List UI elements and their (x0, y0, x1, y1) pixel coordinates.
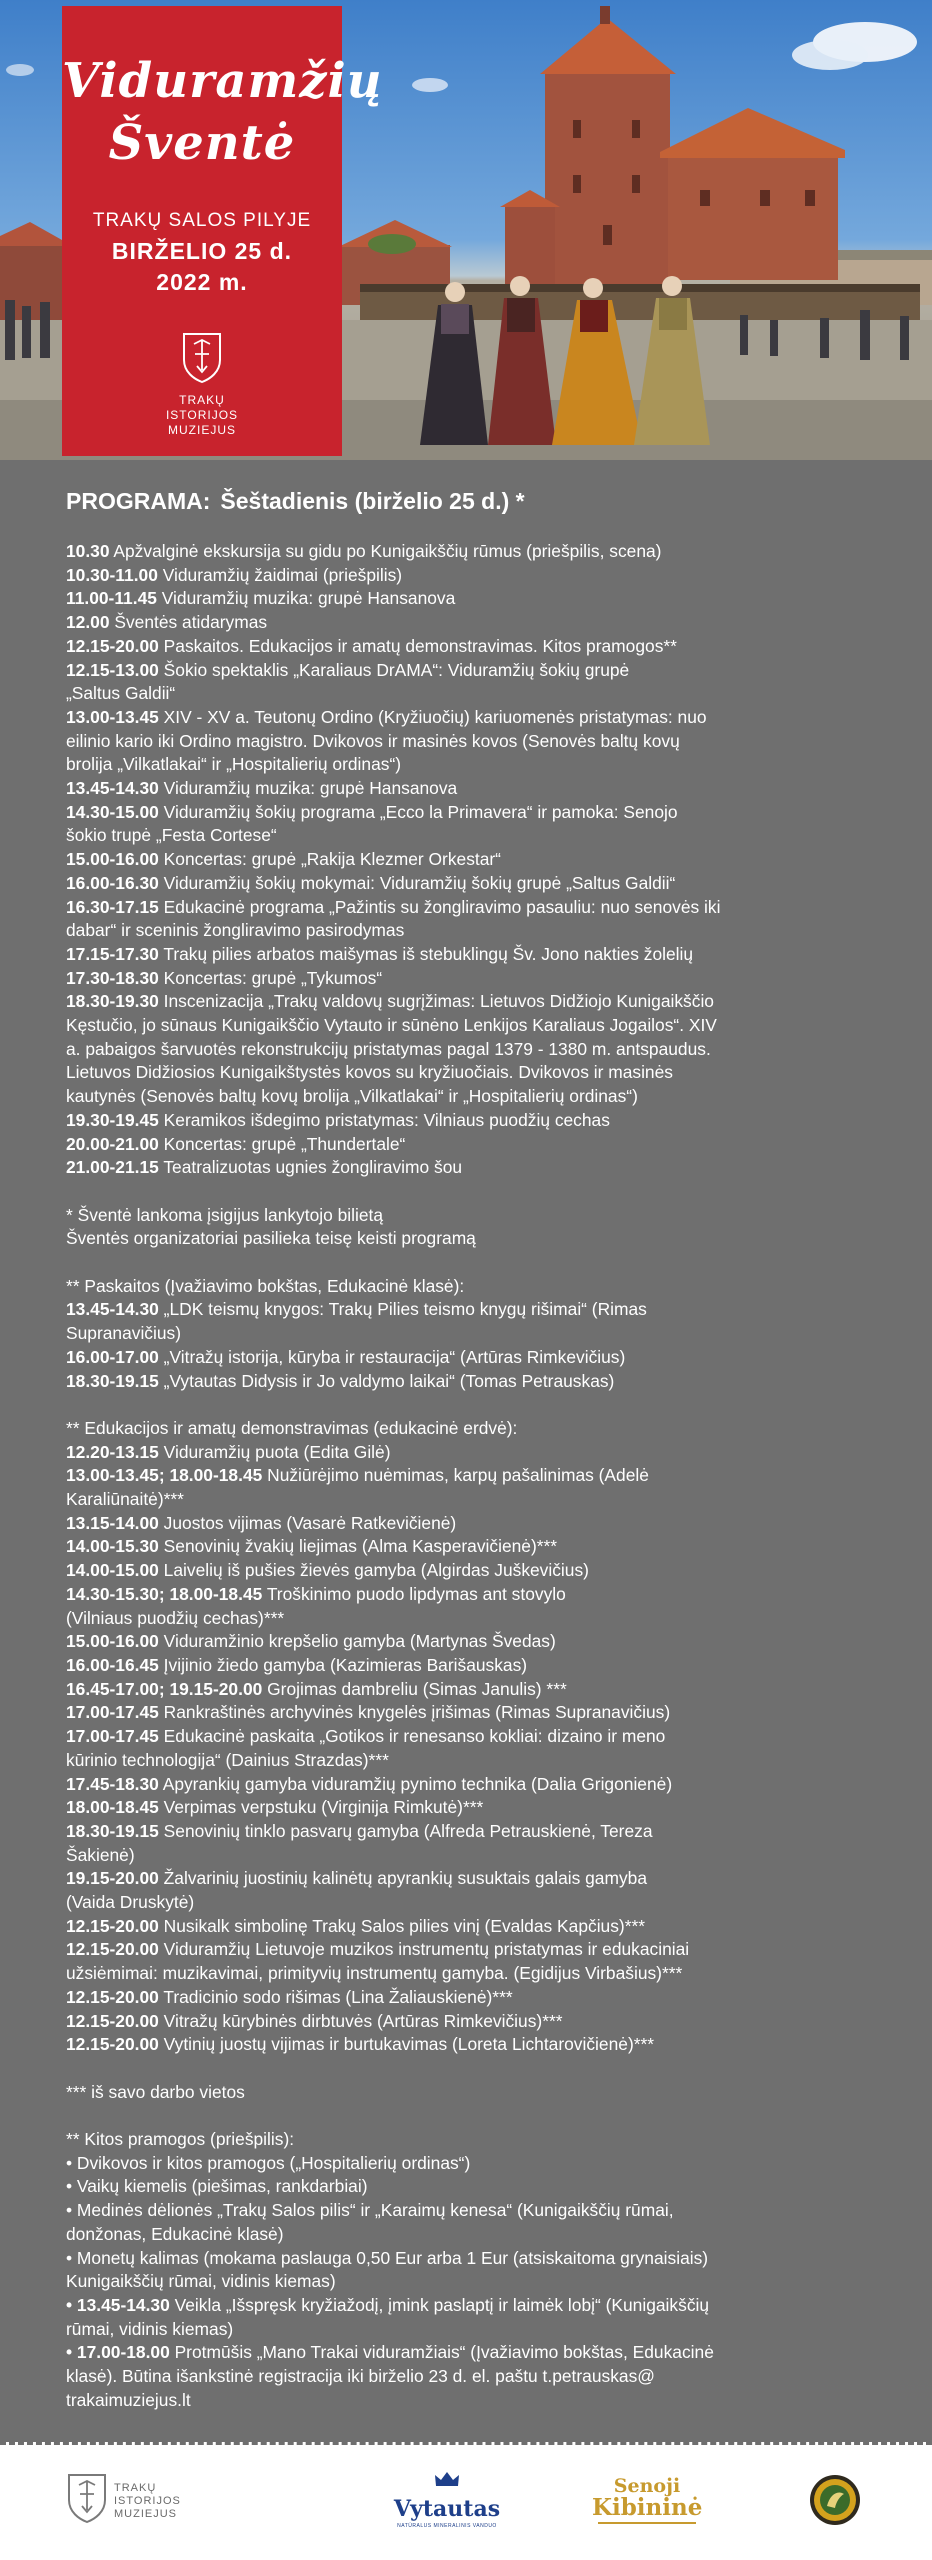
program-line (66, 777, 866, 801)
sponsor-vytautas-word: Vytautas (393, 2496, 501, 2522)
program-description: Supranavičius) (66, 1323, 182, 1344)
program-line (66, 1156, 866, 1180)
program-description: Juostos vijimas (Vasarė Ratkevičienė) (158, 1512, 457, 1533)
program-line (66, 635, 866, 659)
program-description: Tradicinio sodo rišimas (Lina Žaliauskienė)*** (158, 1986, 513, 2007)
program-line (66, 2318, 866, 2342)
program-line (66, 990, 866, 1014)
program-description: ** Edukacijos ir amatų demonstravimas (edukacinė erdvė): (66, 1417, 518, 1438)
program-description: • Monetų kalimas (mokama paslauga 0,50 Eur arba 1 Eur (atsiskaitoma grynaisiais) (66, 2247, 709, 2268)
program-description: Apžvalginė ekskursija su gidu po Kunigaikščių rūmus (priešpilis, scena) (109, 541, 662, 561)
program-line (66, 801, 866, 825)
program-description: Senovinių tinklo pasvarų gamyba (Alfreda Petrauskienė, Tereza (158, 1820, 653, 1841)
program-heading (66, 486, 866, 516)
program-description: ** Paskaitos (Įvažiavimo bokštas, Edukacinė klasė): (66, 1275, 465, 1296)
program-description: Rankraštinės archyvinės knygelės įrišimas (Rimas Supranavičius) (158, 1702, 671, 1723)
program-description: *** iš savo darbo vietos (66, 2081, 245, 2102)
program-day: Šeštadienis (birželio 25 d.) * (220, 488, 525, 514)
program-line (66, 2033, 866, 2057)
program-description: Žalvarinių juostinių kalinėtų apyrankių susuktais galais gamyba (158, 1868, 648, 1889)
program-description: * Šventė lankoma įsigijus lankytojo bilietą (66, 1204, 384, 1225)
program-time: 11.00-11.45 (66, 588, 157, 609)
program-line (66, 1630, 866, 1654)
sponsor-kibinine-underline (598, 2522, 696, 2524)
event-location: TRAKŲ SALOS PILYJE (92, 210, 312, 231)
program-time: 17.45-18.30 (66, 1773, 159, 1794)
program-line (66, 943, 866, 967)
program-line (66, 2175, 866, 2199)
program-line (66, 1607, 866, 1631)
museum-logo-line: TRAKŲ (179, 393, 225, 407)
program-time: 16.45-17.00; 19.15-20.00 (66, 1678, 263, 1699)
event-title-banner (62, 6, 383, 456)
program-line (66, 2389, 866, 2413)
program-line (66, 1583, 866, 1607)
program-description: Laivelių iš pušies žievės gamyba (Algirdas Juškevičius) (158, 1560, 589, 1581)
program-description: • Medinės dėlionės „Trakų Salos pilis“ ir „Karaimų kenesa“ (Kunigaikščių rūmai, (66, 2200, 674, 2221)
program-time: 13.15-14.00 (66, 1512, 159, 1533)
program-description: „Saltus Galdii“ (66, 683, 176, 704)
program-time: 12.20-13.15 (66, 1441, 159, 1462)
program-line (66, 1844, 866, 1868)
program-time: • 13.45-14.30 (66, 2294, 170, 2315)
program-description: Viduramžių Lietuvoje muzikos instrumentų pristatymas ir edukaciniai (158, 1939, 690, 1960)
program-description: Inscenizacija „Trakų valdovų sugrįžimas: Lietuvos Didžiojo Kunigaikščio (158, 991, 714, 1012)
program-line (66, 564, 866, 588)
program-line (66, 824, 866, 848)
program-time: 15.00-16.00 (66, 1631, 159, 1652)
sponsor-senoji-kibinine-logo (592, 2476, 702, 2526)
program-line (66, 1038, 866, 1062)
sponsor-round-badge-logo (808, 2470, 862, 2530)
program-line (66, 1322, 866, 1346)
program-line (66, 1204, 866, 1228)
program-description: brolija „Vilkatlakai“ ir „Hospitalierių ordinas“) (66, 754, 402, 775)
program-line (66, 1701, 866, 1725)
program-description: XIV - XV a. Teutonų Ordino (Kryžiuočių) kariuomenės pristatymas: nuo (158, 706, 707, 727)
program-line (66, 1820, 866, 1844)
program-time: 16.00-17.00 (66, 1346, 159, 1367)
program-description: Kęstučio, jo sūnaus Kunigaikščio Vytauto ir sūnėno Lenkijos Karaliaus Jogailos“. XIV (66, 1015, 717, 1036)
program-time: 18.30-19.15 (66, 1370, 159, 1391)
program-line (66, 1370, 866, 1394)
program-description: Viduramžių muzika: grupė Hansanova (156, 588, 456, 609)
program-description: kautynės (Senovės baltų kovų brolija „Vilkatlakai“ ir „Hospitalierių ordinas“) (66, 1086, 638, 1107)
program-description: šokio trupė „Festa Cortese“ (66, 825, 277, 846)
program-line (66, 1535, 866, 1559)
program-description: Karaliūnaitė)*** (66, 1489, 184, 1510)
program-line (66, 1346, 866, 1370)
program-time: 18.00-18.45 (66, 1797, 159, 1818)
program-time: 17.00-17.45 (66, 1702, 159, 1723)
program-time: 17.00-17.45 (66, 1726, 159, 1747)
sponsor-museum-text (114, 2482, 181, 2521)
program-description: Paskaitos. Edukacijos ir amatų demonstravimas. Kitos pramogos** (158, 635, 677, 656)
program-time: 12.15-20.00 (66, 2034, 159, 2055)
program-time: 12.00 (66, 612, 110, 633)
program-list (66, 540, 866, 2412)
program-line (66, 2294, 866, 2318)
event-year: 2022 m. (156, 269, 248, 295)
program-line (66, 587, 866, 611)
sponsor-museum-line: ISTORIJOS (114, 2495, 181, 2507)
program-line (66, 1962, 866, 1986)
program-line (66, 1441, 866, 1465)
event-date: BIRŽELIO 25 d. (111, 238, 293, 264)
round-badge-icon (808, 2470, 862, 2530)
program-description: a. pabaigos šarvuotės rekonstrukcijų pristatymas pagal 1379 - 1380 m. antspaudus. (66, 1038, 711, 1059)
program-description: Trakų pilies arbatos maišymas iš stebuklingų Šv. Jono nakties žolelių (158, 943, 694, 964)
program-time: 12.15-20.00 (66, 1939, 159, 1960)
program-description: • Dvikovos ir kitos pramogos („Hospitalierių ordinas“) (66, 2152, 471, 2173)
program-spacer (66, 2057, 866, 2081)
program-time: 13.45-14.30 (66, 1299, 159, 1320)
program-description: Koncertas: grupė „Thundertale“ (158, 1133, 406, 1154)
program-line (66, 2270, 866, 2294)
program-line (66, 2199, 866, 2223)
program-time: 16.30-17.15 (66, 896, 159, 917)
program-line (66, 2128, 866, 2152)
program-line (66, 1654, 866, 1678)
program-line (66, 1109, 866, 1133)
program-description: dabar“ ir sceninis žongliravimo pasirodymas (66, 920, 405, 941)
program-description: Šventės organizatoriai pasilieka teisę keisti programą (66, 1228, 476, 1249)
program-description: Viduramžių puota (Edita Gilė) (158, 1441, 391, 1462)
program-description: Kunigaikščių rūmai, vidinis kiemas) (66, 2271, 336, 2292)
program-description: Viduramžių šokių mokymai: Viduramžių šokių grupė „Saltus Galdii“ (158, 872, 676, 893)
program-time: 16.00-16.45 (66, 1655, 159, 1675)
program-spacer (66, 2104, 866, 2128)
museum-logo (62, 330, 342, 438)
program-description: • Vaikų kiemelis (piešimas, rankdarbiai) (66, 2176, 368, 2197)
program-line (66, 706, 866, 730)
program-description: „Vytautas Didysis ir Jo valdymo laikai“ (Tomas Petrauskas) (158, 1370, 615, 1391)
program-time: 19.15-20.00 (66, 1868, 159, 1889)
program-line (66, 2247, 866, 2271)
program-line (66, 540, 866, 564)
program-time: 18.30-19.30 (66, 991, 159, 1012)
program-description: Koncertas: grupė „Tykumos“ (158, 967, 383, 988)
program-line (66, 1417, 866, 1441)
program-description: ** Kitos pramogos (priešpilis): (66, 2129, 295, 2150)
program-description: Apyrankių gamyba viduramžių pynimo technika (Dalia Grigonienė) (158, 1773, 673, 1794)
program-time: 13.45-14.30 (66, 778, 159, 799)
museum-logo-line: MUZIEJUS (168, 423, 236, 437)
program-line (66, 1678, 866, 1702)
program-description: Teatralizuotas ugnies žongliravimo šou (158, 1157, 463, 1178)
program-time: 21.00-21.15 (66, 1157, 159, 1178)
program-line (66, 1061, 866, 1085)
program-description: Šakienė) (66, 1844, 135, 1865)
hero-image (0, 0, 932, 460)
crown-icon (433, 2470, 461, 2488)
program-label: PROGRAMA: (66, 488, 211, 514)
program-time: 12.15-20.00 (66, 2010, 159, 2031)
program-description: „Vitražų istorija, kūryba ir restauracija“ (Artūras Rimkevičius) (158, 1346, 626, 1367)
program-line (66, 1938, 866, 1962)
program-time: 14.30-15.00 (66, 801, 159, 822)
program-line (66, 753, 866, 777)
program-description: Viduramžių žaidimai (priešpilis) (157, 564, 403, 585)
program-line (66, 1773, 866, 1797)
program-description: Protmūšis „Mano Trakai viduramžiais“ (Įvažiavimo bokštas, Edukacinė (169, 2342, 714, 2363)
program-description: eilinio kario iki Ordino magistro. Dvikovos ir masinės kovos (Senovės baltų kovų (66, 730, 680, 751)
program-time: 14.00-15.00 (66, 1560, 159, 1581)
program-time: 19.30-19.45 (66, 1109, 159, 1130)
program-description: (Vilniaus puodžių cechas)*** (66, 1607, 285, 1628)
program-line (66, 1891, 866, 1915)
program-line (66, 896, 866, 920)
sponsors-footer (0, 2446, 932, 2560)
program-description: Troškinimo puodo lipdymas ant stovylo (262, 1583, 566, 1604)
museum-crest-icon (66, 2472, 108, 2524)
program-description: rūmai, vidinis kiemas) (66, 2318, 234, 2339)
program-time: 13.00-13.45 (66, 706, 159, 727)
sponsor-vytautas-logo (392, 2470, 502, 2534)
program-line (66, 659, 866, 683)
sponsor-kibinine-line2: Kibininė (592, 2494, 703, 2521)
program-description: kūrinio technologija“ (Dainius Strazdas)*** (66, 1749, 389, 1770)
program-time: 10.30 (66, 541, 110, 561)
program-description: klasė). Būtina išankstinė registracija iki birželio 23 d. el. paštu t.petrauskas@ (66, 2366, 655, 2387)
program-time: 12.15-20.00 (66, 1986, 159, 2007)
program-description: Viduramžinio krepšelio gamyba (Martynas Švedas) (158, 1631, 556, 1652)
program-line (66, 1488, 866, 1512)
program-time: 13.00-13.45; 18.00-18.45 (66, 1465, 263, 1486)
program-time: 12.15-20.00 (66, 635, 159, 656)
program-description: Vitražų kūrybinės dirbtuvės (Artūras Rimkevičius)*** (158, 2010, 563, 2031)
program-time: 12.15-13.00 (66, 659, 159, 680)
program-spacer (66, 1180, 866, 1204)
program-line (66, 611, 866, 635)
museum-crest-icon (180, 330, 224, 384)
program-line (66, 730, 866, 754)
program-spacer (66, 1393, 866, 1417)
program-time: 14.00-15.30 (66, 1536, 159, 1557)
event-title-line2: Šventė (108, 115, 296, 171)
program-description: Grojimas dambreliu (Simas Janulis) *** (262, 1678, 567, 1699)
program-line (66, 2152, 866, 2176)
program-time: • 17.00-18.00 (66, 2342, 170, 2363)
program-description: donžonas, Edukacinė klasė) (66, 2223, 284, 2244)
program-line (66, 1915, 866, 1939)
program-description: Koncertas: grupė „Rakija Klezmer Orkestar“ (158, 849, 501, 870)
sponsor-kibinine-line1: Senoji (613, 2475, 681, 2497)
program-description: Lietuvos Didžiosios Kunigaikštystės kovos su kryžiuočiais. Dvikovos ir masinės (66, 1062, 673, 1083)
program-description: Viduramžių šokių programa „Ecco la Primavera“ ir pamoka: Senojo (158, 801, 678, 822)
museum-logo-text (62, 393, 342, 438)
program-description: Edukacinė paskaita „Gotikos ir renesanso kokliai: dizaino ir meno (158, 1726, 666, 1747)
program-line (66, 1725, 866, 1749)
program-description: (Vaida Druskytė) (66, 1892, 195, 1913)
program-line (66, 1986, 866, 2010)
program-line (66, 1796, 866, 1820)
program-line (66, 2223, 866, 2247)
program-line (66, 1085, 866, 1109)
program-time: 14.30-15.30; 18.00-18.45 (66, 1583, 263, 1604)
program-line (66, 2081, 866, 2105)
program-line (66, 2010, 866, 2034)
program-description: trakaimuziejus.lt (66, 2389, 191, 2410)
program-description: „LDK teismų knygos: Trakų Pilies teismo knygų rišimai“ (Rimas (158, 1299, 647, 1320)
program-time: 16.00-16.30 (66, 872, 159, 893)
program-description: užsiėmimai: muzikavimai, primityvių instrumentų gamyba. (Egidijus Virbašius)*** (66, 1963, 683, 1984)
program-time: 17.15-17.30 (66, 943, 159, 964)
program-time: 17.30-18.30 (66, 967, 159, 988)
program-line (66, 2365, 866, 2389)
program-line (66, 919, 866, 943)
program-line (66, 1227, 866, 1251)
program-line (66, 848, 866, 872)
program-description: Senovinių žvakių liejimas (Alma Kasperavičienė)*** (158, 1536, 558, 1557)
program-time: 20.00-21.00 (66, 1133, 159, 1154)
program-description: Šokio spektaklis „Karaliaus DrAMA“: Viduramžių šokių grupė (158, 659, 630, 680)
program-description: Verpimas verpstuku (Virginija Rimkutė)*** (158, 1797, 484, 1818)
program-line (66, 2341, 866, 2365)
program-description: Šventės atidarymas (109, 612, 268, 633)
program-line (66, 1867, 866, 1891)
program-description: Veikla „Išspręsk kryžiažodį, įmink paslaptį ir laimėk lobį“ (Kunigaikščių (169, 2294, 710, 2315)
museum-logo-line: ISTORIJOS (165, 408, 239, 422)
program-description: Keramikos išdegimo pristatymas: Vilniaus puodžių cechas (158, 1109, 610, 1130)
program-line (66, 1298, 866, 1322)
program-time: 10.30-11.00 (66, 564, 158, 585)
program-line (66, 1014, 866, 1038)
sponsor-museum-line: TRAKŲ (114, 2482, 157, 2494)
program-description: Nužiūrėjimo nuėmimas, karpų pašalinimas (Adelė (262, 1465, 649, 1486)
program-spacer (66, 1251, 866, 1275)
program-line (66, 1464, 866, 1488)
sponsor-museum-line: MUZIEJUS (114, 2508, 177, 2520)
program-description: Edukacinė programa „Pažintis su žongliravimo pasauliu: nuo senovės iki (158, 896, 721, 917)
dashed-divider (0, 2442, 932, 2445)
program-line (66, 967, 866, 991)
program-line (66, 872, 866, 896)
sponsor-trakai-museum-logo (66, 2472, 206, 2528)
program-line (66, 1559, 866, 1583)
program-description: Vytinių juostų vijimas ir burtukavimas (Loreta Lichtarovičienė)*** (158, 2034, 655, 2055)
program-line (66, 1512, 866, 1536)
program-line (66, 682, 866, 706)
program-time: 18.30-19.15 (66, 1820, 159, 1841)
program-time: 12.15-20.00 (66, 1915, 159, 1936)
program-time: 15.00-16.00 (66, 849, 159, 870)
event-title (62, 50, 383, 174)
program-description: Nusikalk simbolinę Trakų Salos pilies vinį (Evaldas Kapčius)*** (158, 1915, 646, 1936)
event-title-line1: Viduramžių (62, 53, 383, 109)
program-line (66, 1749, 866, 1773)
program-line (66, 1133, 866, 1157)
program-description: Įvijinio žiedo gamyba (Kazimieras Barišauskas) (158, 1655, 528, 1675)
program-description: Viduramžių muzika: grupė Hansanova (158, 778, 458, 799)
program-section (0, 460, 932, 2442)
sponsor-vytautas-tagline: NATŪRALUS MINERALINIS VANDUO (397, 2523, 497, 2529)
program-line (66, 1275, 866, 1299)
